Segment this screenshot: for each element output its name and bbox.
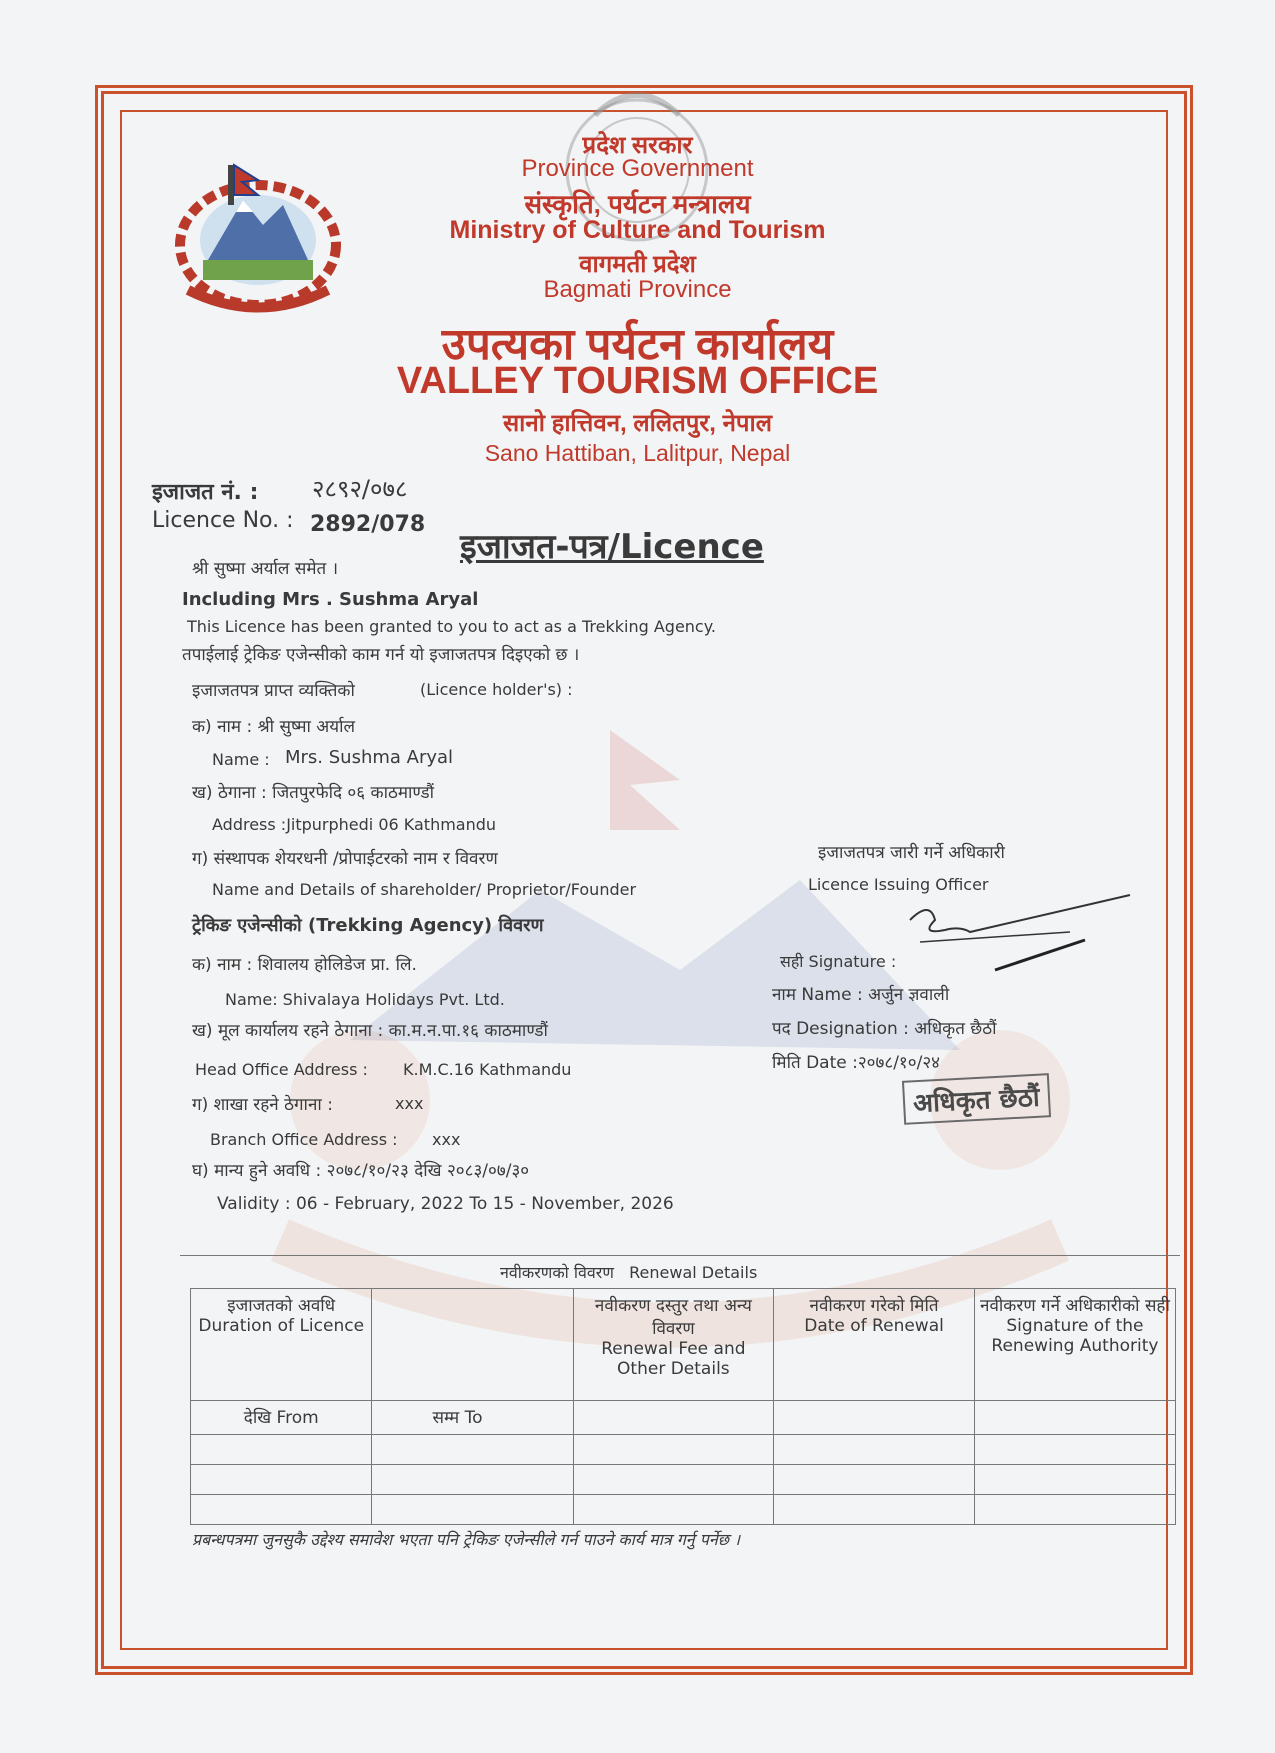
- licence-title: इजाजत-पत्र/Licence: [460, 527, 764, 567]
- agency-name-en: Name: Shivalaya Holidays Pvt. Ltd.: [225, 990, 505, 1009]
- head-office-value-en: K.M.C.16 Kathmandu: [403, 1060, 572, 1079]
- licence-no-value-en: 2892/078: [310, 512, 426, 537]
- signature-icon: [900, 890, 1140, 980]
- branch-np: ग) शाखा रहने ठेगाना :: [192, 1095, 333, 1115]
- licence-no-label-en: Licence No. :: [152, 508, 294, 533]
- address-np-line: ख) ठेगाना : जितपुरफेदि ०६ काठमाण्डौं: [192, 783, 434, 803]
- holder-np: श्री सुष्मा अर्याल समेत ।: [192, 559, 339, 579]
- branch-np-value: xxx: [395, 1094, 424, 1113]
- agency-heading: ट्रेकिङ एजेन्सीको (Trekking Agency) विवरण: [192, 915, 544, 936]
- office-en: VALLEY TOURISM OFFICE: [396, 360, 879, 402]
- name-value-en: Mrs. Sushma Aryal: [285, 747, 454, 768]
- founder-np: ग) संस्थापक शेयरधनी /प्रोपाईटरको नाम र विवरण: [192, 849, 498, 869]
- renewal-heading: नवीकरणको विवरण Renewal Details: [500, 1263, 758, 1282]
- holder-heading-np: इजाजतपत्र प्राप्त व्यक्तिको: [192, 681, 355, 701]
- signature-label: सही Signature :: [780, 952, 897, 971]
- footer-note: प्रबन्धपत्रमा जुनसुकै उद्देश्य समावेश भएता पनि ट्रेकिङ एजेन्सीले गर्न पाउने कार्य मात्र गर्नु पर्नेछ ।: [192, 1530, 741, 1549]
- province-np: वागमती प्रदेश: [579, 251, 696, 278]
- head-office-np: ख) मूल कार्यालय रहने ठेगाना : का.म.न.पा.१६ काठमाण्डौं: [192, 1021, 548, 1041]
- renewal-divider: [180, 1255, 1180, 1256]
- officer-designation: पद Designation : अधिकृत छैठौं: [772, 1019, 997, 1039]
- granted-en: This Licence has been granted to you to act as a Trekking Agency.: [187, 617, 716, 636]
- licence-no-label-np: इजाजत नं. :: [152, 480, 259, 505]
- holder-heading-en: (Licence holder's) :: [420, 680, 573, 699]
- ministry-np: संस्कृति, पर्यटन मन्त्रालय: [524, 189, 751, 219]
- branch-value-en: xxx: [432, 1130, 461, 1149]
- officer-date: मिति Date :२०७८/१०/२४: [772, 1053, 941, 1073]
- holder-en: Including Mrs . Sushma Aryal: [182, 589, 479, 610]
- head-office-label-en: Head Office Address :: [195, 1060, 368, 1079]
- gov-np: प्रदेश सरकार: [582, 132, 693, 159]
- address-np: सानो हात्तिवन, ललितपुर, नेपाल: [502, 410, 773, 437]
- validity-en: Validity : 06 - February, 2022 To 15 - November, 2026: [217, 1194, 674, 1214]
- officer-stamp: अधिकृत छैठौं: [902, 1073, 1051, 1125]
- officer-heading-en: Licence Issuing Officer: [808, 875, 989, 894]
- name-label-en: Name :: [212, 750, 270, 769]
- address-en-line: Address :Jitpurphedi 06 Kathmandu: [212, 815, 497, 834]
- agency-name-np: क) नाम : शिवालय होलिडेज प्रा. लि.: [192, 955, 417, 975]
- officer-name: नाम Name : अर्जुन ज्ञवाली: [772, 985, 950, 1005]
- ministry-en: Ministry of Culture and Tourism: [449, 216, 826, 244]
- name-np: क) नाम : श्री सुष्मा अर्याल: [192, 717, 356, 737]
- officer-heading-np: इजाजतपत्र जारी गर्ने अधिकारी: [818, 843, 1005, 863]
- province-en: Bagmati Province: [543, 276, 732, 303]
- gov-en: Province Government: [521, 155, 754, 182]
- branch-label-en: Branch Office Address :: [210, 1130, 398, 1149]
- address-en: Sano Hattiban, Lalitpur, Nepal: [484, 440, 791, 466]
- granted-np: तपाईलाई ट्रेकिङ एजेन्सीको काम गर्न यो इजाजतपत्र दिइएको छ ।: [182, 645, 580, 665]
- office-np: उपत्यका पर्यटन कार्यालय: [441, 320, 834, 369]
- licence-no-value-np: २८९२/०७८: [312, 475, 408, 503]
- founder-en: Name and Details of shareholder/ Proprietor/Founder: [212, 880, 637, 899]
- validity-np: घ) मान्य हुने अवधि : २०७८/१०/२३ देखि २०८३/०७/३०: [192, 1161, 530, 1181]
- renewal-table: इजाजतको अवधि Duration of Licence नवीकरण दस्तुर तथा अन्य विवरण Renewal Fee and Other Details नवीकरण गरेको मिति Date of Renewal नवीकरण गर्ने अधिकारीको सही Signature of the Renewing Authority देखि From सम्म To: [190, 1288, 1176, 1525]
